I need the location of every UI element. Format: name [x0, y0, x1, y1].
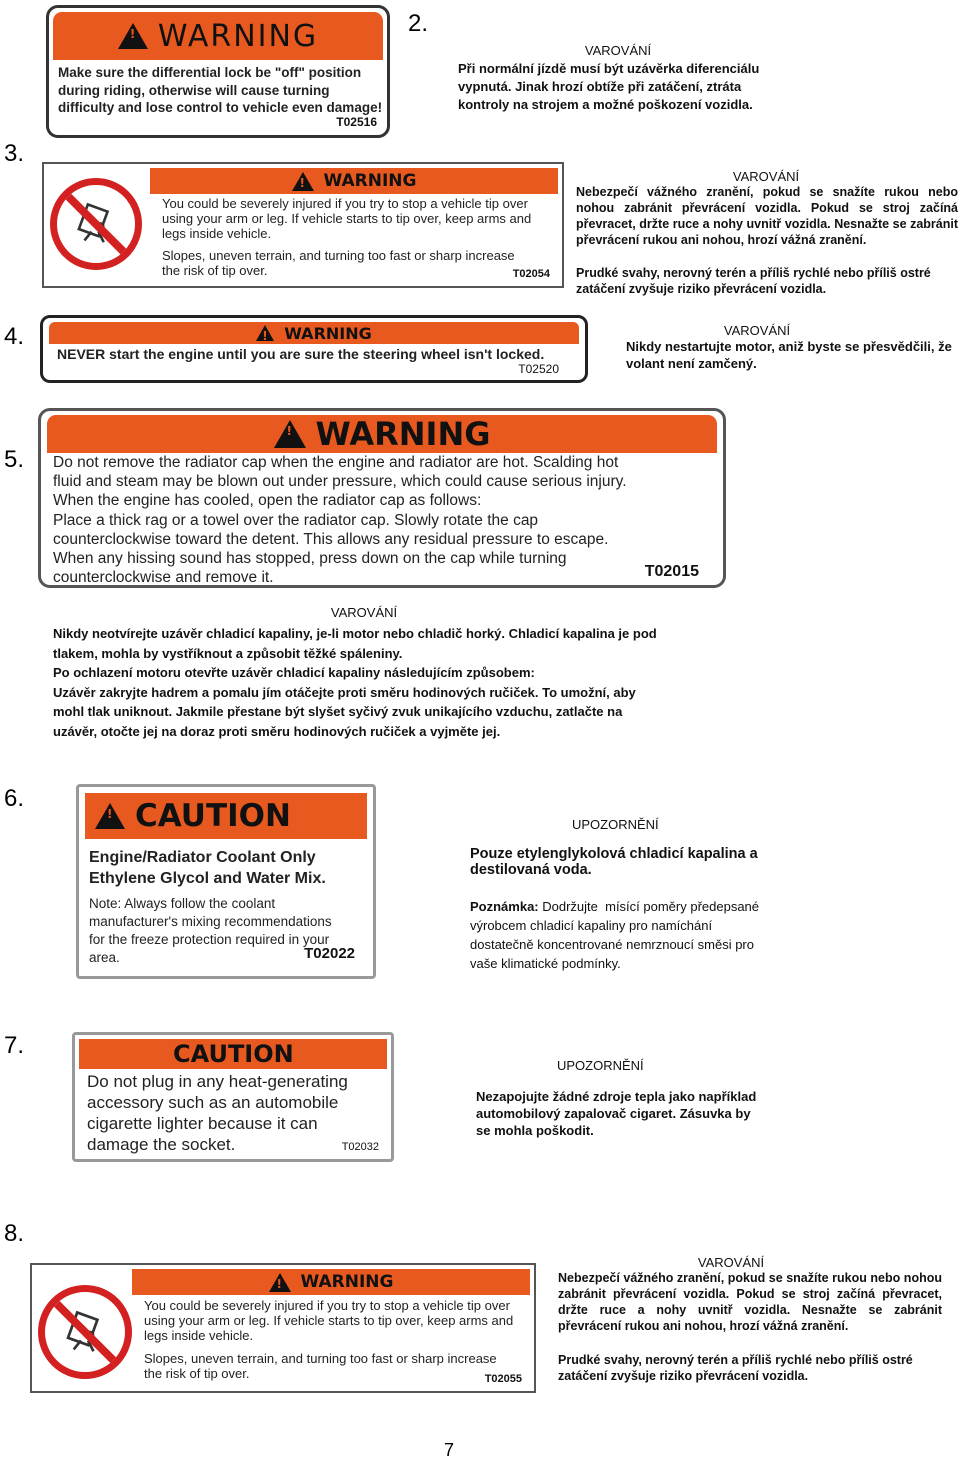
label-code: T02032	[341, 1141, 379, 1153]
label-line: Note: Always follow the coolant	[89, 896, 276, 911]
item-3-text-1: Nebezpečí vážného zranění, pokud se snažíte rukou nebo nohou zabránit převrácení vozidla. Pokud se stroj začíná převracet, držte ruce a nohy uvnitř vozidla. Nesnažte se zabránit převrácení rukou ani nohou, hrozí vážná zranění.	[576, 185, 958, 247]
item-8-text-1: Nebezpečí vážného zranění, pokud se snažíte rukou nebo nohou zabránit převrácení vozidla. Pokud se stroj začíná převracet, držte ruce a nohy uvnitř vozidla. Nesnažte se zabránit převrácení rukou ani nohou, hrozí vážná zranění.	[558, 1271, 942, 1333]
item-7-text: Nezapojujte žádné zdroje tepla jako například automobilový zapalovač cigaret. Zásuvka by se mohla poškodit.	[476, 1089, 757, 1138]
label-line: cigarette lighter because it can	[87, 1114, 318, 1133]
label-note	[89, 895, 332, 967]
no-tipover-sign-icon	[38, 1285, 132, 1379]
label-code: T02022	[304, 945, 355, 962]
label-code: T02015	[644, 563, 699, 580]
item-2-title: VAROVÁNÍ	[584, 43, 652, 58]
warning-label-t02516	[46, 5, 390, 138]
label-header: WARNING	[157, 18, 319, 54]
item-5-line: Nikdy neotvírejte uzávěr chladicí kapaliny, je-li motor nebo chladič horký. Chladicí kapalina je pod	[53, 626, 657, 641]
label-body	[53, 453, 721, 587]
item-8-text-2: Prudké svahy, nerovný terén a příliš rychlé nebo příliš ostré zatáčení zvyšuje riziko převrácení vozidla.	[558, 1353, 913, 1383]
item-6-headline: Pouze etylenglykolová chladicí kapalina a destilovaná voda.	[470, 846, 758, 878]
label-text: NEVER start the engine until you are sure the steering wheel isn't locked.	[57, 346, 545, 362]
label-code: T02055	[484, 1373, 522, 1385]
label-text-2: Slopes, uneven terrain, and turning too fast or sharp increase the risk of tip over.	[144, 1351, 497, 1381]
item-number-3: 3.	[4, 140, 25, 167]
label-line: Do not remove the radiator cap when the engine and radiator are hot. Scalding hot	[53, 454, 619, 471]
label-line: counterclockwise and remove it.	[53, 569, 274, 587]
label-text-2: Slopes, uneven terrain, and turning too fast or sharp increase the risk of tip over.	[162, 248, 515, 278]
label-bold-text	[89, 847, 326, 889]
no-tipover-sign-icon	[50, 178, 142, 270]
caution-label-t02022	[76, 784, 376, 979]
warning-label-t02054	[42, 162, 564, 288]
item-5-line: Uzávěr zakryjte hadrem a pomalu jím otáčejte proti směru hodinových ručiček. To umožní, aby	[53, 684, 636, 700]
item-3-text-2: Prudké svahy, nerovný terén a příliš rychlé nebo příliš ostré zatáčení zvyšuje riziko převrácení vozidla.	[576, 266, 931, 296]
label-line: for the freeze protection required in your	[89, 932, 330, 947]
label-line: fluid and steam may be blown out under pressure, which could cause serious injury.	[53, 473, 627, 491]
label-line: area.	[89, 950, 120, 965]
item-4-text: Nikdy nestartujte motor, aniž byste se přesvědčili, že volant není zamčený.	[626, 339, 952, 371]
warning-label-t02015	[38, 408, 726, 588]
label-text-1: You could be severely injured if you try to stop a vehicle tip over using your arm or leg. If vehicle starts to tip over, keep arms and legs inside vehicle.	[162, 196, 532, 241]
item-5-text	[53, 624, 713, 741]
item-6-note-line: výrobcem chladicí kapaliny pro namíchání	[470, 918, 713, 933]
item-5-line: mohl tlak uniknout. Jakmile přestane být slyšet syčivý zvuk unikajícího vzduchu, zatlačte na	[53, 704, 623, 719]
warning-label-t02055	[30, 1263, 536, 1393]
item-5-line: uzávěr, otočte jej na doraz proti směru hodinových ručiček a vyjměte jej.	[53, 723, 501, 739]
item-number-8: 8.	[4, 1220, 25, 1247]
caution-label-t02032	[72, 1032, 394, 1162]
label-line: Place a thick rag or a towel over the radiator cap. Slowly rotate the cap	[53, 511, 539, 529]
label-text-1: You could be severely injured if you try to stop a vehicle tip over using your arm or leg. If vehicle starts to tip over, keep arms and legs inside vehicle.	[144, 1298, 514, 1343]
warning-label-t02520	[40, 315, 588, 383]
label-header: WARNING	[315, 415, 491, 453]
warning-triangle-icon	[256, 325, 274, 341]
item-6-note-line	[470, 897, 800, 916]
warning-triangle-icon	[95, 803, 125, 829]
warning-triangle-icon	[274, 420, 306, 448]
warning-triangle-icon	[269, 1273, 291, 1292]
note-label: Poznámka:	[470, 899, 539, 914]
label-code: T02054	[512, 268, 550, 280]
item-number-6: 6.	[4, 785, 25, 812]
note-text: Dodržujte mísící poměry předepsané	[538, 899, 760, 914]
item-6-note	[470, 897, 800, 973]
item-number-4: 4.	[4, 323, 25, 350]
item-4-title: VAROVÁNÍ	[723, 323, 791, 338]
item-3-title: VAROVÁNÍ	[732, 169, 800, 184]
item-number-7: 7.	[4, 1032, 25, 1059]
label-header: WARNING	[323, 171, 417, 191]
label-line: Engine/Radiator Coolant Only	[89, 849, 316, 866]
item-8-title: VAROVÁNÍ	[697, 1255, 765, 1270]
label-code: T02520	[518, 362, 559, 376]
item-5-line: Po ochlazení motoru otevřte uzávěr chladicí kapaliny následujícím způsobem:	[53, 665, 535, 680]
label-line: Do not plug in any heat-generating	[87, 1072, 348, 1091]
label-code: T02516	[336, 115, 377, 129]
page-number: 7	[444, 1440, 455, 1460]
item-5-line: tlakem, mohla by vystříknout a způsobit těžké spáleniny.	[53, 645, 403, 661]
label-line: counterclockwise toward the detent. This allows any residual pressure to escape.	[53, 530, 609, 548]
warning-triangle-icon	[292, 172, 314, 191]
item-7-title: UPOZORNĚNÍ	[557, 1058, 644, 1073]
item-number-2: 2.	[408, 10, 429, 37]
label-line: damage the socket.	[87, 1135, 236, 1154]
label-text: Make sure the differential lock be "off" position during riding, otherwise will cause turning difficulty and lose control to vehicle even damage!	[58, 65, 383, 115]
label-line: Ethylene Glycol and Water Mix.	[89, 870, 326, 887]
label-header: WARNING	[284, 323, 372, 343]
label-header: CAUTION	[173, 1040, 294, 1068]
item-6-note-line: vaše klimatické podmínky.	[470, 956, 621, 971]
label-line: When the engine has cooled, open the radiator cap as follows:	[53, 492, 482, 510]
label-line: manufacturer's mixing recommendations	[89, 914, 332, 929]
item-6-note-line: dostatečně koncentrované nemrznoucí směsi pro	[470, 937, 754, 952]
label-header: CAUTION	[135, 798, 291, 834]
warning-triangle-icon	[118, 23, 148, 49]
label-header: WARNING	[300, 1272, 394, 1292]
item-5-title: VAROVÁNÍ	[330, 605, 398, 620]
item-2-text: Při normální jízdě musí být uzávěrka diferenciálu vypnutá. Jinak hrozí obtíže při zatáčení, ztráta kontroly na strojem a možné poškození vozidla.	[458, 61, 760, 112]
label-line: accessory such as an automobile	[87, 1093, 339, 1112]
item-6-title: UPOZORNĚNÍ	[572, 817, 659, 832]
item-number-5: 5.	[4, 446, 25, 473]
label-line: When any hissing sound has stopped, press down on the cap while turning	[53, 550, 567, 568]
label-body	[87, 1071, 348, 1155]
